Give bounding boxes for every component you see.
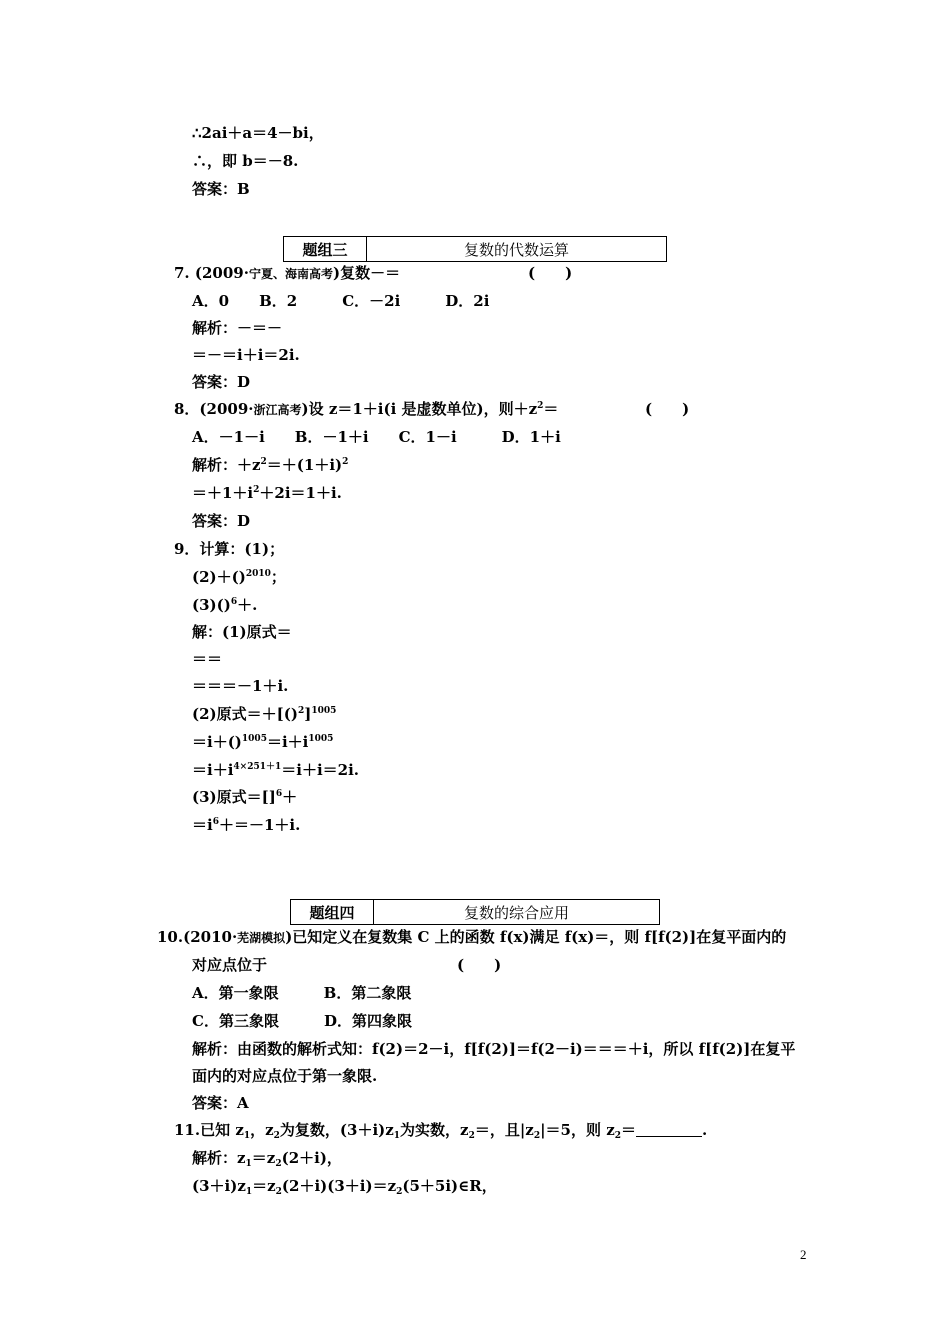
superscript: 4×251＋1	[233, 762, 282, 772]
answer-blank[interactable]	[636, 1122, 702, 1137]
superscript: 2	[297, 706, 305, 716]
superscript: 1005	[311, 706, 337, 716]
text: ＝i	[192, 816, 213, 834]
solution-line: ＝＝＝－1＋i.	[192, 677, 289, 695]
superscript: 6	[275, 789, 283, 799]
text: (2)原式＝＋[()	[192, 705, 298, 723]
question-text: )复数－＝	[332, 264, 401, 282]
group-header	[283, 236, 667, 262]
text: (3)原式＝[]	[192, 788, 276, 806]
solution-line	[192, 704, 336, 724]
group-header	[290, 899, 660, 925]
text: ＝	[620, 1121, 636, 1139]
analysis-line: 面内的对应点位于第一象限.	[192, 1067, 378, 1085]
question-part	[192, 595, 257, 615]
subscript: 2	[275, 1159, 282, 1169]
text: ＋＝－1＋i.	[218, 816, 301, 834]
text: ＝i＋i	[266, 733, 309, 751]
solution-line	[192, 732, 333, 752]
text: ＝z	[251, 1149, 276, 1167]
question-text: )设 z＝1＋i(i 是虚数单位)，则＋z	[301, 400, 538, 418]
subscript: 2	[614, 1131, 621, 1141]
options-line: A．－1－i B．－1＋i C．1－i D．1＋i	[192, 428, 561, 446]
analysis-text: ＋2i＝1＋i.	[259, 484, 342, 502]
subscript: 2	[396, 1187, 403, 1197]
subscript: 2	[275, 1187, 282, 1197]
superscript: 6	[230, 597, 238, 607]
options-line: A．0 B．2 C．－2i D．2i	[192, 292, 490, 310]
question-text: )已知定义在复数集 C 上的函数 f(x)满足 f(x)＝，则 f[f(2)]在复平面内的	[285, 928, 787, 946]
question-stem	[174, 1120, 707, 1140]
question-number: 8．(2009·	[174, 400, 254, 418]
question-stem: 9．计算：(1)；	[174, 540, 285, 558]
solution-line	[192, 760, 359, 780]
question-number: 10.(2010·	[157, 928, 238, 946]
group-label: 题组三	[284, 237, 367, 261]
text: ＝z	[252, 1177, 276, 1195]
group-label: 题组四	[291, 900, 374, 924]
group-title: 复数的综合应用	[463, 903, 569, 922]
text: 解析：z	[192, 1149, 246, 1167]
text: (2＋i)，	[281, 1149, 342, 1167]
solution-line: ＝＝	[192, 650, 223, 668]
superscript: 2	[342, 457, 349, 467]
subscript: 2	[273, 1131, 280, 1141]
analysis-step	[192, 483, 342, 503]
text: (3＋i)z	[192, 1177, 246, 1195]
question-stem	[174, 263, 400, 284]
subscript: 2	[533, 1131, 541, 1141]
group-title: 复数的代数运算	[463, 240, 569, 259]
text: 11.已知 z	[174, 1121, 244, 1139]
text: (2＋i)(3＋i)＝z	[281, 1177, 397, 1195]
text: ＝i＋i	[192, 761, 234, 779]
analysis-line	[192, 455, 348, 475]
superscript: 2	[260, 457, 267, 467]
answer-bracket: ( )	[528, 264, 573, 282]
text: ＝，且|z	[474, 1121, 534, 1139]
analysis-line	[192, 1148, 342, 1168]
analysis-text: ＝＋(1＋i)	[266, 456, 343, 474]
text: ＝i＋()	[192, 733, 242, 751]
answer-line: 答案：B	[192, 180, 250, 198]
superscript: 2	[253, 485, 260, 495]
analysis-text: ＝＋1＋i	[192, 484, 254, 502]
text: ]	[304, 705, 312, 723]
analysis-line: 解析：由函数的解析式知：f(2)＝2－i，f[f(2)]＝f(2－i)＝＝＝＋i，所以 f[f(2)]在复平	[192, 1040, 796, 1058]
superscript: 6	[212, 817, 219, 827]
superscript: 1005	[241, 734, 267, 744]
text: 为复数，(3＋i)z	[279, 1121, 394, 1139]
answer-bracket: ( )	[645, 400, 690, 418]
superscript: 2010	[245, 569, 271, 579]
text: |＝5，则 z	[540, 1121, 615, 1139]
text: (5＋5i)∈R，	[402, 1177, 497, 1195]
subscript: 1	[245, 1159, 252, 1169]
analysis-line: 解析：－＝－	[192, 319, 283, 337]
text-line: ∴2ai＋a＝4－bi，	[192, 124, 324, 142]
options-line: A．第一象限 B．第二象限	[192, 984, 412, 1002]
question-source: 浙江高考	[253, 403, 302, 417]
superscript: 1005	[308, 734, 334, 744]
question-stem	[174, 399, 558, 420]
text: .	[702, 1121, 708, 1139]
text: ＋	[282, 788, 298, 806]
answer-line: 答案：D	[192, 512, 251, 530]
page-number: 2	[800, 1247, 807, 1262]
analysis-line	[192, 1176, 497, 1196]
answer-line: 答案：A	[192, 1094, 249, 1112]
text: 为实数，z	[400, 1121, 469, 1139]
text: (3)()	[192, 596, 231, 614]
solution-line	[192, 815, 300, 835]
superscript: 2	[537, 401, 544, 411]
question-text: ＝	[543, 400, 559, 418]
text: ，z	[250, 1121, 274, 1139]
subscript: 1	[243, 1131, 251, 1141]
solution-line: 解：(1)原式＝	[192, 623, 292, 641]
subscript: 1	[245, 1187, 253, 1197]
question-source: 芜湖模拟	[237, 931, 286, 945]
text-line: ∴，即 b＝－8.	[192, 152, 299, 170]
text: ；	[270, 568, 286, 586]
solution-line	[192, 787, 297, 807]
text: (2)＋()	[192, 568, 246, 586]
analysis-text: 解析：＋z	[192, 456, 261, 474]
question-stem	[157, 927, 786, 948]
answer-bracket: ( )	[457, 956, 502, 974]
answer-line: 答案：D	[192, 373, 251, 391]
subscript: 1	[393, 1131, 401, 1141]
subscript: 2	[468, 1131, 475, 1141]
question-text: 对应点位于	[192, 956, 268, 974]
analysis-step: ＝－＝i＋i＝2i.	[192, 346, 300, 364]
question-part	[192, 567, 286, 587]
question-source: 宁夏、海南高考	[248, 267, 333, 281]
text: ＋.	[237, 596, 258, 614]
options-line: C．第三象限 D．第四象限	[192, 1012, 412, 1030]
text: ＝i＋i＝2i.	[281, 761, 360, 779]
question-number: 7. (2009·	[174, 264, 249, 282]
